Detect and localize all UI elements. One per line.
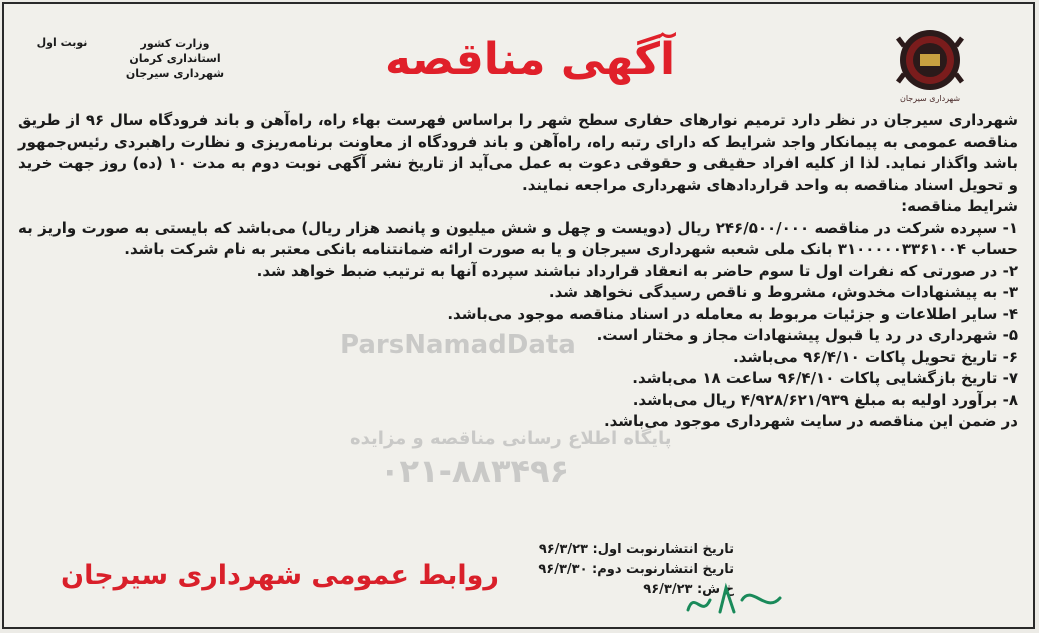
ministry-block	[100, 36, 250, 81]
watermark-site: ParsNamadData	[340, 330, 576, 360]
municipality-line: شهرداری سیرجان	[125, 67, 225, 80]
first-publication-date: تاریخ انتشارنوبت اول: ۹۶/۳/۲۳	[538, 542, 734, 557]
condition-item: ۷- تاریخ بازگشایی پاکات ۹۶/۴/۱۰ ساعت ۱۸ می‌باشد.	[632, 369, 1018, 387]
handwritten-mark-icon	[680, 570, 790, 625]
condition-item: ۶- تاریخ تحویل پاکات ۹۶/۴/۱۰ می‌باشد.	[733, 347, 1018, 366]
ministry-line: وزارت کشور	[140, 37, 210, 50]
condition-item: ۱- سپرده شرکت در مناقصه ۲۴۶/۵۰۰/۰۰۰ ریال (دویست و چهل و شش میلیون و پانصد هزار ریال) می‌باشد که بایستی به صورت واریز به حساب ۳۱۰۰۰۰۰۳۳۶۱۰۰۴ بانک ملی شعبه شهرداری سیرجان و یا به صورت ارائه ضمانتنامه بانکی معتبر به نام شرکت باشد.	[18, 218, 1018, 258]
reference-date: خ ش: ۹۶/۳/۲۳	[643, 582, 734, 597]
conditions-title: شرایط مناقصه:	[901, 197, 1018, 215]
turn-label: نوبت اول	[36, 36, 88, 49]
second-publication-date: تاریخ انتشارنوبت دوم: ۹۶/۳/۳۰	[538, 562, 734, 577]
condition-item: ۲- در صورتی که نفرات اول تا سوم حاضر به انعقاد قرارداد نباشند سپرده آنها به ترتیب ضبط خواهد شد.	[256, 261, 1018, 280]
condition-item: ۸- برآورد اولیه به مبلغ ۴/۹۲۸/۶۲۱/۹۳۹ ریال می‌باشد.	[632, 390, 1018, 409]
condition-item: ۳- به پیشنهادات مخدوش، مشروط و ناقص رسیدگی نخواهد شد.	[548, 283, 1018, 301]
website-note: در ضمن این مناقصه در سایت شهرداری موجود می‌باشد.	[603, 412, 1018, 430]
condition-item: ۵- شهرداری در رد یا قبول پیشنهادات مجاز و مختار است.	[596, 326, 1018, 344]
watermark-org: پایگاه اطلاع رسانی مناقصه و مزایده	[350, 428, 672, 449]
notice-body	[18, 110, 1018, 433]
svg-text:شهرداری سیرجان: شهرداری سیرجان	[899, 94, 961, 103]
footer-signature: روابط عمومی شهرداری سیرجان	[61, 560, 499, 591]
intro-paragraph: شهرداری سیرجان در نظر دارد ترمیم نوارهای حفاری سطح شهر را براساس فهرست بهاء راه، راه‌آهن و باند فرودگاه سال ۹۶ از طریق مناقصه عمومی به پیمانکار واجد شرایط که دارای رتبه راه، راه‌آهن و باند فرودگاه از معاونت برنامه‌ریزی و نظارت راهبردی رئیس‌جمهور باشد واگذار نماید. لذا از کلیه افراد حقیقی و حقوقی دعوت به عمل می‌آید از تاریخ نشر آگهی نوبت دوم به مدت ۱۰ (ده) روز جهت خرید و تحویل اسناد مناقصه به واحد قراردادهای شهرداری مراجعه نمایند.	[18, 111, 1019, 194]
governorate-line: استانداری کرمان	[129, 52, 221, 65]
watermark-phone: ۰۲۱-۸۸۳۴۹۶	[380, 452, 570, 490]
sirjan-municipality-logo-icon	[880, 22, 980, 104]
condition-item: ۴- سایر اطلاعات و جزئیات مربوط به معامله در اسناد مناقصه موجود می‌باشد.	[447, 304, 1018, 323]
notice-title: آگهی مناقصه	[384, 34, 676, 85]
